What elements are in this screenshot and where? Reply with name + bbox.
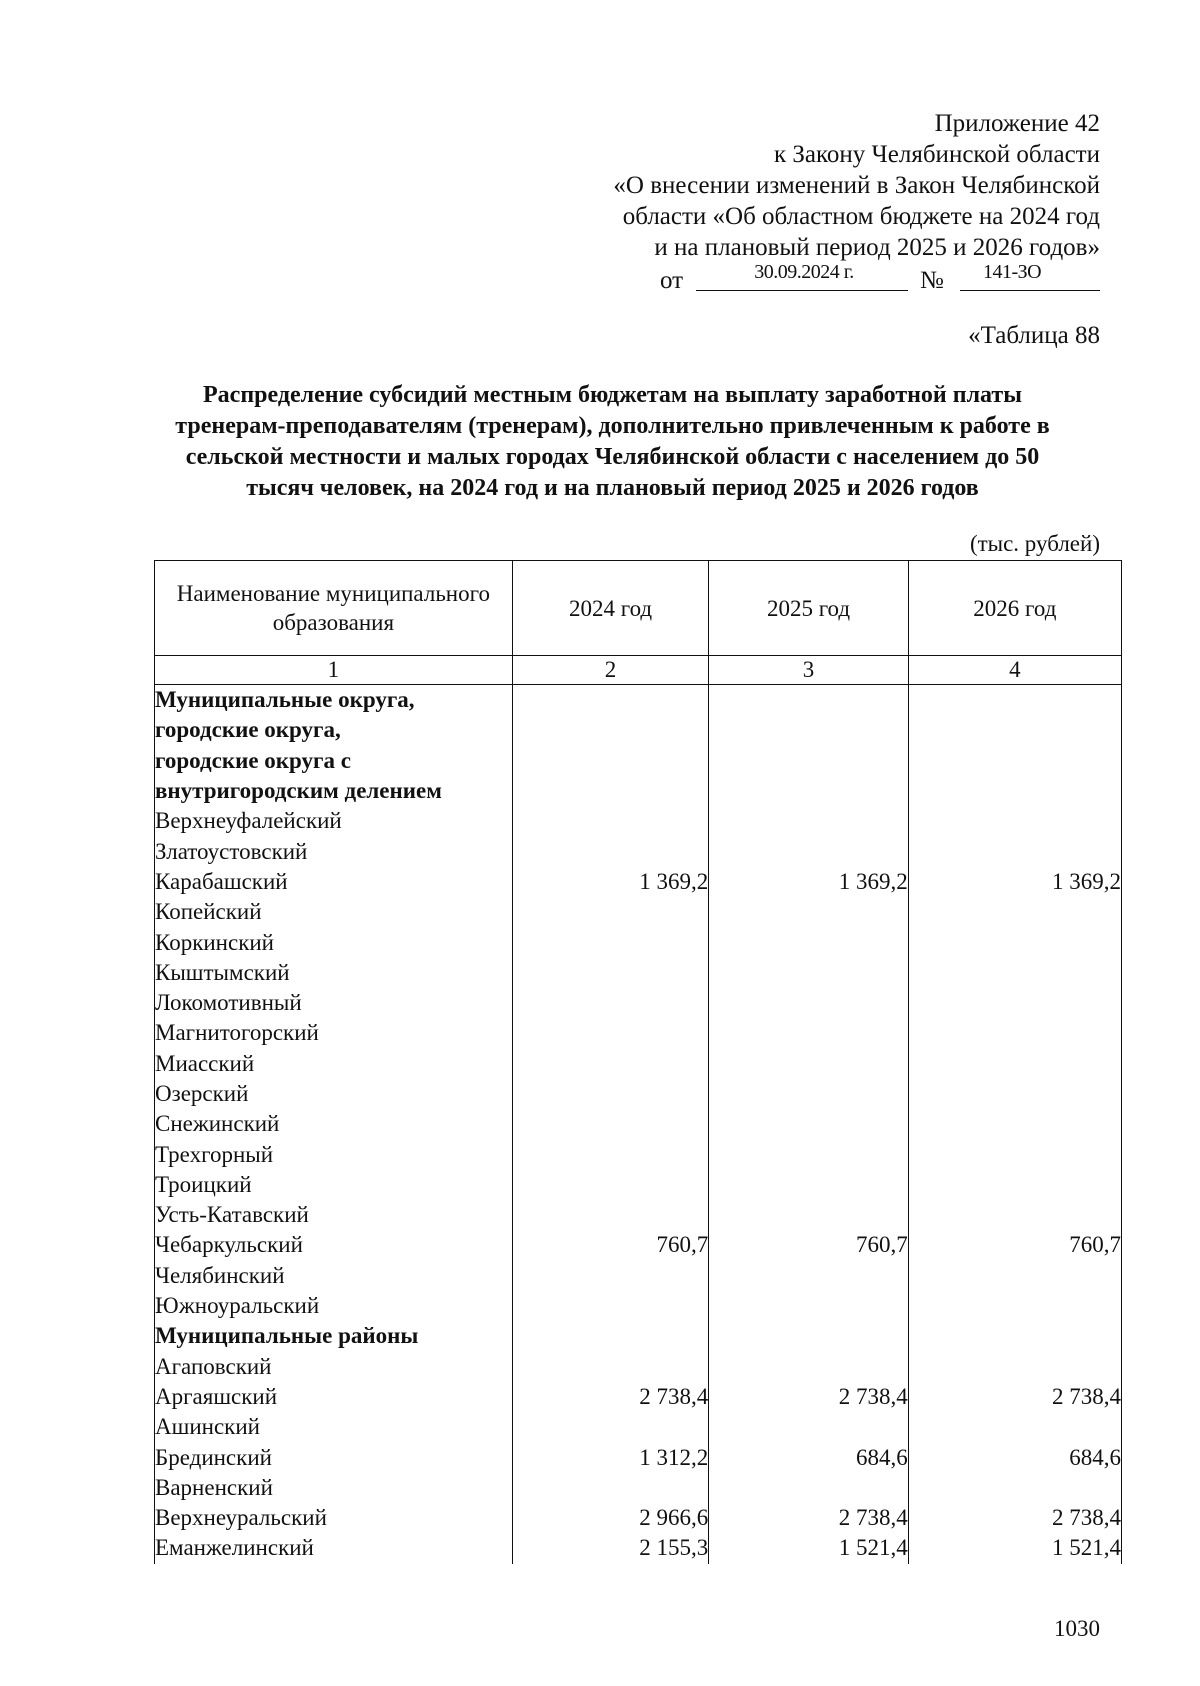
value-2024: [512, 1200, 709, 1230]
value-2026: [908, 1412, 1121, 1442]
value-2026: [908, 836, 1121, 866]
value-2025: [709, 1049, 908, 1079]
value-2025: [709, 988, 908, 1018]
table-row: [155, 1291, 1122, 1321]
value-2025: [709, 1352, 908, 1382]
value-2026: [908, 1079, 1121, 1109]
value-2024: [512, 1049, 709, 1079]
column-header-2024: 2024 год: [512, 561, 709, 656]
value-2024: 2 966,6: [512, 1503, 709, 1533]
annex-header: [540, 108, 1100, 263]
annex-line: Приложение 42: [934, 110, 1100, 137]
value-2025: 2 738,4: [709, 1382, 908, 1412]
municipality-name: Миасский: [155, 1049, 513, 1079]
value-2025: [709, 958, 908, 988]
law-number: 141-ЗО: [982, 261, 1042, 283]
municipality-name: Озерский: [155, 1079, 513, 1109]
value-2025: [709, 1412, 908, 1442]
value-2026: [908, 1291, 1121, 1321]
municipality-name: Агаповский: [155, 1352, 513, 1382]
table-row: [155, 1473, 1122, 1503]
municipality-name: городские округа с: [155, 746, 513, 776]
value-2025: [709, 836, 908, 866]
table-row: [155, 1170, 1122, 1200]
value-2025: [709, 746, 908, 776]
value-2024: 1 312,2: [512, 1442, 709, 1472]
table-row: [155, 1412, 1122, 1442]
table-row: [155, 1321, 1122, 1351]
municipality-name: Златоустовский: [155, 836, 513, 866]
value-2025: [709, 1473, 908, 1503]
value-2026: 1 369,2: [908, 867, 1121, 897]
column-number: 1: [155, 656, 513, 685]
value-2026: 2 738,4: [908, 1503, 1121, 1533]
table-row: [155, 715, 1122, 745]
value-2026: [908, 958, 1121, 988]
ot-label: от: [660, 267, 684, 294]
municipality-name: Локомотивный: [155, 988, 513, 1018]
municipality-name: Копейский: [155, 897, 513, 927]
table-row: [155, 958, 1122, 988]
value-2025: [709, 1200, 908, 1230]
table-row: [155, 1049, 1122, 1079]
table-row: [155, 867, 1122, 897]
value-2024: [512, 988, 709, 1018]
column-header-name: Наименование муниципального образования: [155, 561, 513, 656]
table-row: [155, 1352, 1122, 1382]
value-2024: [512, 897, 709, 927]
table-row: [155, 836, 1122, 866]
value-2025: [709, 1291, 908, 1321]
municipality-name: Южноуральский: [155, 1291, 513, 1321]
table-row: [155, 685, 1122, 716]
value-2025: 1 521,4: [709, 1533, 908, 1563]
column-header-2025: 2025 год: [709, 561, 908, 656]
value-2025: [709, 1170, 908, 1200]
value-2025: 684,6: [709, 1442, 908, 1472]
annex-line: к Закону Челябинской области: [774, 141, 1100, 168]
value-2025: [709, 1079, 908, 1109]
column-number: 4: [908, 656, 1121, 685]
value-2026: [908, 1261, 1121, 1291]
value-2026: [908, 806, 1121, 836]
municipality-name: Троицкий: [155, 1170, 513, 1200]
value-2026: [908, 1200, 1121, 1230]
column-number: 3: [709, 656, 908, 685]
table-row: [155, 897, 1122, 927]
value-2026: 1 521,4: [908, 1533, 1121, 1563]
table-row: [155, 776, 1122, 806]
value-2025: [709, 1018, 908, 1048]
table-row: [155, 1109, 1122, 1139]
table-row: [155, 1139, 1122, 1169]
value-2025: 760,7: [709, 1230, 908, 1260]
municipality-name: Верхнеуфалейский: [155, 806, 513, 836]
table-row: [155, 1261, 1122, 1291]
value-2026: [908, 897, 1121, 927]
municipality-name: внутригородским делением: [155, 776, 513, 806]
municipality-name: Брединский: [155, 1442, 513, 1472]
value-2024: [512, 806, 709, 836]
municipality-name: Снежинский: [155, 1109, 513, 1139]
value-2025: [709, 1109, 908, 1139]
municipality-name: Коркинский: [155, 927, 513, 957]
document-title: Распределение субсидий местным бюджетам на выплату заработной платы тренерам-преподавателям (тренерам), дополнительно привлеченным к работе в сельской местности и малых городах Челябинской области с населением до 50 тысяч человек, на 2024 год и на плановый период 2025 и 2026 годов: [175, 382, 1050, 501]
value-2025: [709, 806, 908, 836]
municipality-name: Магнитогорский: [155, 1018, 513, 1048]
value-2024: [512, 1109, 709, 1139]
table-row: [155, 1533, 1122, 1563]
value-2025: 2 738,4: [709, 1503, 908, 1533]
value-2025: [709, 1321, 908, 1351]
municipality-name: Челябинский: [155, 1261, 513, 1291]
value-2024: [512, 1079, 709, 1109]
table-row: [155, 1503, 1122, 1533]
annex-line: «О внесении изменений в Закон Челябинской: [613, 172, 1100, 199]
page-number: 1030: [1054, 1616, 1100, 1641]
value-2026: [908, 1170, 1121, 1200]
value-2026: [908, 776, 1121, 806]
municipality-name: Муниципальные округа,: [155, 685, 513, 716]
value-2024: [512, 685, 709, 716]
value-2025: [709, 715, 908, 745]
municipality-name: Ашинский: [155, 1412, 513, 1442]
value-2026: [908, 988, 1121, 1018]
table-row: [155, 806, 1122, 836]
annex-line: области «Об областном бюджете на 2024 год: [622, 203, 1100, 230]
value-2024: [512, 1139, 709, 1169]
municipality-name: Чебаркульский: [155, 1230, 513, 1260]
units-label: (тыс. рублей): [969, 531, 1100, 556]
municipality-name: Еманжелинский: [155, 1533, 513, 1563]
value-2024: [512, 1291, 709, 1321]
table-row: [155, 1442, 1122, 1472]
value-2024: [512, 1261, 709, 1291]
value-2024: 2 738,4: [512, 1382, 709, 1412]
value-2026: [908, 715, 1121, 745]
value-2026: [908, 1352, 1121, 1382]
value-2026: [908, 927, 1121, 957]
table-row: [155, 1079, 1122, 1109]
value-2024: [512, 836, 709, 866]
municipality-name: Усть-Катавский: [155, 1200, 513, 1230]
value-2026: 760,7: [908, 1230, 1121, 1260]
number-sign: №: [920, 267, 944, 294]
table-label: «Таблица 88: [968, 322, 1100, 349]
value-2026: [908, 1473, 1121, 1503]
value-2024: [512, 1170, 709, 1200]
value-2024: [512, 776, 709, 806]
value-2025: [709, 927, 908, 957]
municipality-name: городские округа,: [155, 715, 513, 745]
value-2026: [908, 685, 1121, 716]
value-2024: 1 369,2: [512, 867, 709, 897]
value-2024: [512, 1352, 709, 1382]
municipality-name: Кыштымский: [155, 958, 513, 988]
value-2025: [709, 1139, 908, 1169]
date-underline: [696, 290, 908, 291]
municipality-name: Карабашский: [155, 867, 513, 897]
value-2025: 1 369,2: [709, 867, 908, 897]
municipality-name: Трехгорный: [155, 1139, 513, 1169]
value-2026: [908, 1018, 1121, 1048]
value-2024: [512, 1018, 709, 1048]
value-2025: [709, 685, 908, 716]
table-body: [155, 685, 1122, 1564]
value-2025: [709, 776, 908, 806]
value-2024: [512, 927, 709, 957]
value-2026: [908, 1139, 1121, 1169]
annex-line: и на плановый период 2025 и 2026 годов»: [654, 234, 1100, 261]
table-row: [155, 1230, 1122, 1260]
table-row: [155, 927, 1122, 957]
table-row: [155, 1382, 1122, 1412]
value-2026: 684,6: [908, 1442, 1121, 1472]
value-2025: [709, 897, 908, 927]
value-2024: [512, 1321, 709, 1351]
municipality-name: Муниципальные районы: [155, 1321, 513, 1351]
law-date: 30.09.2024 г.: [754, 261, 854, 283]
value-2024: [512, 715, 709, 745]
number-underline: [960, 290, 1100, 291]
table-row: [155, 988, 1122, 1018]
value-2024: [512, 958, 709, 988]
value-2024: 760,7: [512, 1230, 709, 1260]
municipality-name: Варненский: [155, 1473, 513, 1503]
municipality-name: Аргаяшский: [155, 1382, 513, 1412]
municipality-name: Верхнеуральский: [155, 1503, 513, 1533]
value-2026: 2 738,4: [908, 1382, 1121, 1412]
value-2026: [908, 746, 1121, 776]
law-date-number-line: [580, 259, 1100, 294]
value-2024: [512, 1412, 709, 1442]
value-2026: [908, 1321, 1121, 1351]
table-row: [155, 1200, 1122, 1230]
value-2024: 2 155,3: [512, 1533, 709, 1563]
column-header-2026: 2026 год: [908, 561, 1121, 656]
column-number: 2: [512, 656, 709, 685]
table-row: [155, 746, 1122, 776]
value-2026: [908, 1049, 1121, 1079]
value-2026: [908, 1109, 1121, 1139]
value-2025: [709, 1261, 908, 1291]
value-2024: [512, 1473, 709, 1503]
table-row: [155, 1018, 1122, 1048]
value-2024: [512, 746, 709, 776]
subsidy-table: [154, 560, 1122, 1564]
